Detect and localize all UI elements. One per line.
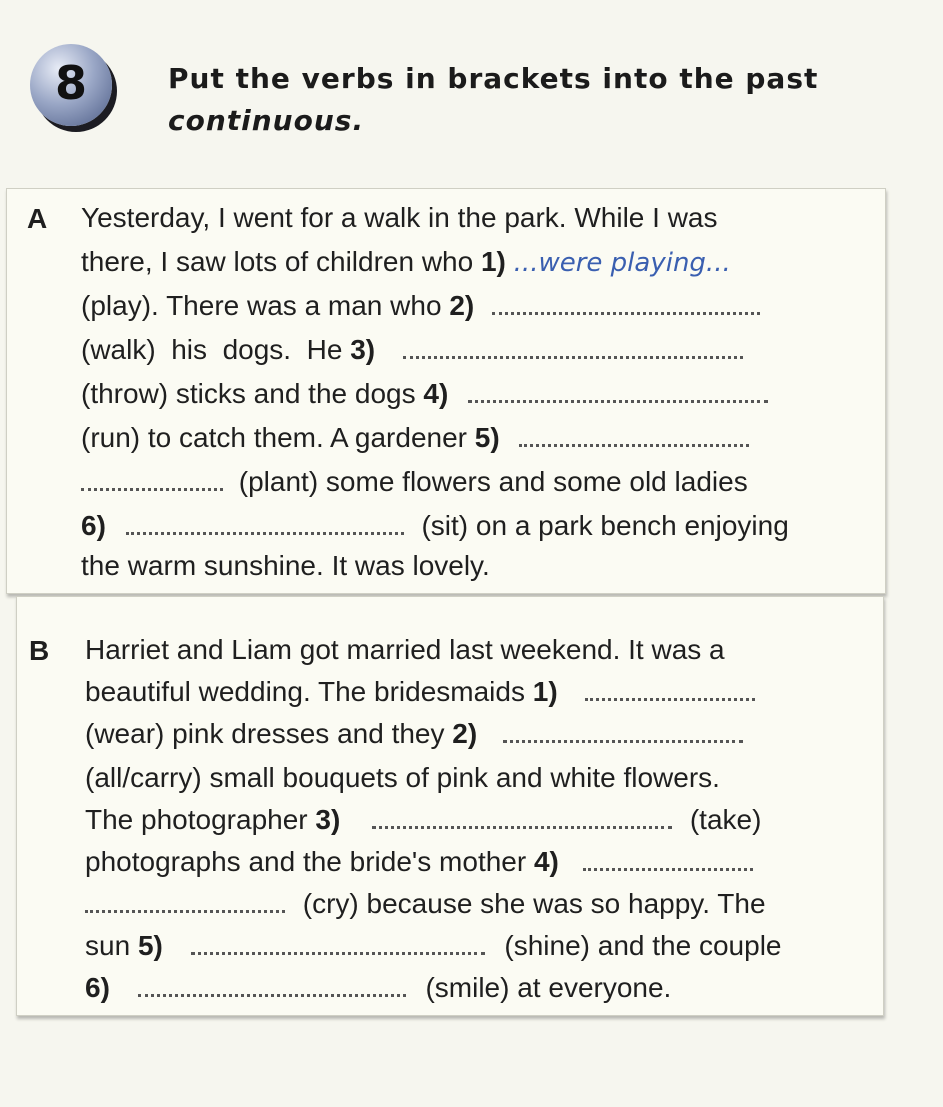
section-b-line-3: [85, 717, 743, 751]
text: (throw) sticks and the dogs: [81, 378, 416, 409]
text: sun: [85, 930, 131, 961]
section-b-letter: B: [29, 635, 50, 666]
blank-number: 2): [449, 290, 475, 321]
section-a-line-8: [81, 509, 789, 543]
section-a-line-4: [81, 333, 743, 367]
answer-blank[interactable]: [583, 862, 753, 871]
answer-blank[interactable]: [468, 394, 768, 403]
blank-number: 1): [532, 676, 558, 707]
text: beautiful wedding. The bridesmaids: [85, 676, 525, 707]
text: The photographer: [85, 804, 308, 835]
section-a-line-5: [81, 377, 768, 411]
answer-blank[interactable]: [503, 734, 743, 743]
blank-number: 1): [480, 246, 506, 277]
text: (smile) at everyone.: [425, 972, 672, 1003]
section-a-line-3: [81, 289, 760, 323]
section-a-line-2: [81, 245, 731, 280]
answer-blank[interactable]: [191, 946, 485, 955]
section-b-line-6: [85, 845, 753, 879]
text: (shine) and the couple: [504, 930, 782, 961]
exercise-number-badge: [30, 44, 118, 132]
text: (take): [689, 804, 762, 835]
answer-blank[interactable]: [492, 306, 760, 315]
answer-blank[interactable]: [372, 820, 672, 829]
exercise-instruction: [168, 58, 908, 142]
blank-number: 6): [81, 510, 106, 541]
section-b-line-8: [85, 929, 781, 963]
text: (cry) because she was so happy. The: [302, 888, 766, 919]
section-b-box: [16, 596, 884, 1016]
section-b-line-5: [85, 803, 761, 837]
text: (play). There was a man who: [81, 290, 442, 321]
blank-number: 3): [350, 334, 376, 365]
blank-number: 4): [533, 846, 559, 877]
instruction-line-1: Put the verbs in brackets into the past: [168, 62, 819, 95]
section-b-line-9: [85, 971, 671, 1005]
section-a-line-7: [81, 465, 748, 499]
blank-number: 6): [85, 972, 110, 1003]
section-b-line-1: Harriet and Liam got married last weekend. It was a: [85, 634, 725, 665]
text: (plant) some flowers and some old ladies: [238, 466, 748, 497]
text: (run) to catch them. A gardener: [81, 422, 467, 453]
section-a-line-1: Yesterday, I went for a walk in the park. While I was: [81, 202, 718, 233]
answer-blank[interactable]: [138, 988, 406, 997]
section-b-line-7: [85, 887, 766, 921]
section-b-line-2: [85, 675, 755, 709]
exercise-number: 8: [54, 56, 87, 110]
section-b-line-4: (all/carry) small bouquets of pink and white flowers.: [85, 762, 720, 793]
answer-blank[interactable]: [519, 438, 749, 447]
answer-blank[interactable]: [85, 904, 285, 913]
text: (wear) pink dresses and they: [85, 718, 445, 749]
section-a-line-9: the warm sunshine. It was lovely.: [81, 550, 490, 581]
blank-number: 2): [452, 718, 478, 749]
text: (walk) his dogs. He: [81, 334, 343, 365]
answer-blank[interactable]: [585, 692, 755, 701]
instruction-line-2: continuous.: [168, 104, 365, 137]
answer-blank[interactable]: [403, 350, 743, 359]
answer-blank[interactable]: [81, 482, 223, 491]
blank-number: 3): [315, 804, 341, 835]
answer-blank[interactable]: [126, 526, 404, 535]
section-a-box: [6, 188, 886, 594]
text: photographs and the bride's mother: [85, 846, 527, 877]
filled-answer: ...were playing...: [513, 248, 731, 278]
text: there, I saw lots of children who: [81, 246, 474, 277]
text: (sit) on a park bench enjoying: [421, 510, 789, 541]
section-a-letter: A: [27, 203, 48, 234]
section-a-line-6: [81, 421, 749, 455]
blank-number: 4): [423, 378, 449, 409]
blank-number: 5): [137, 930, 163, 961]
blank-number: 5): [474, 422, 500, 453]
